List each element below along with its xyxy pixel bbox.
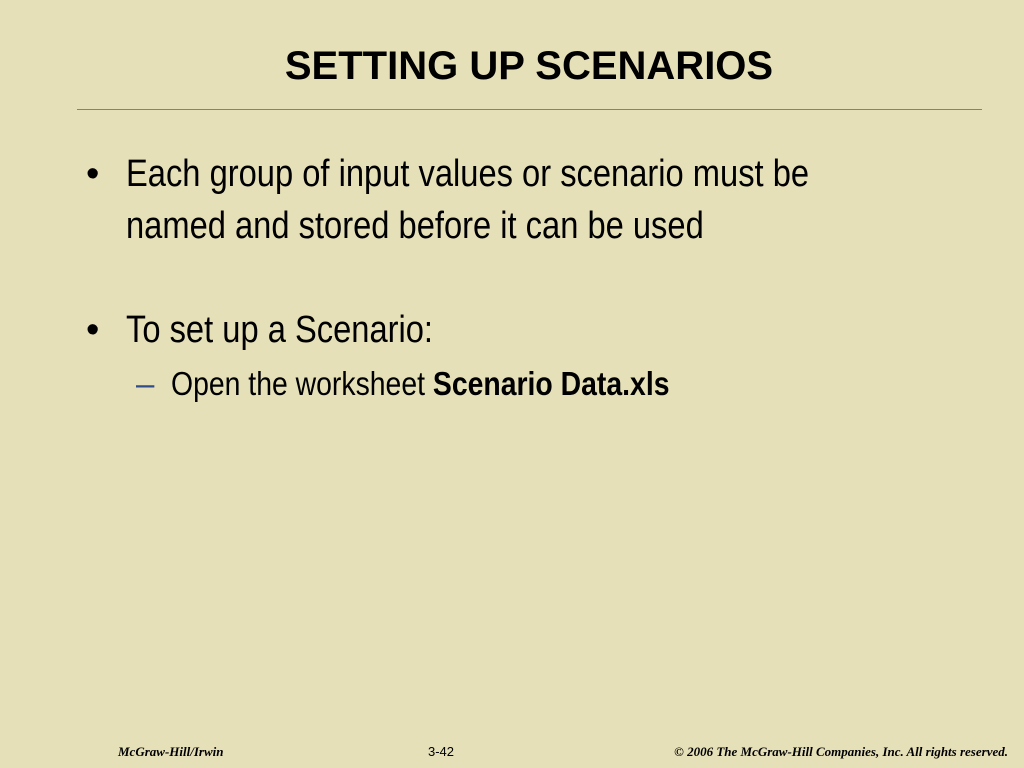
sub-bullet-text — [171, 362, 670, 406]
slide-title: SETTING UP SCENARIOS — [284, 44, 774, 88]
bullet-mark: • — [86, 153, 100, 195]
title-divider — [77, 109, 982, 110]
bullet-text-line-1: Each group of input values or scenario must be — [126, 153, 810, 195]
sub-bullet-bold-filename: Scenario Data.xls — [432, 365, 670, 402]
bullet-text-line-2: named and stored before it can be used — [126, 205, 704, 247]
sub-bullet-plain-text: Open the worksheet — [171, 365, 433, 402]
bullet-text-line-1: To set up a Scenario: — [126, 309, 434, 351]
bullet-item — [86, 304, 966, 356]
bullet-mark: • — [86, 309, 100, 351]
footer-copyright: © 2006 The McGraw-Hill Companies, Inc. All rights reserved. — [674, 744, 1008, 759]
sub-bullet-item — [86, 362, 966, 406]
bullet-item — [86, 148, 966, 252]
footer-slide-number: 3-42 — [428, 744, 455, 759]
slide-body — [86, 148, 966, 406]
sub-bullet-dash: – — [136, 365, 155, 402]
footer-publisher: McGraw-Hill/Irwin — [118, 744, 224, 759]
